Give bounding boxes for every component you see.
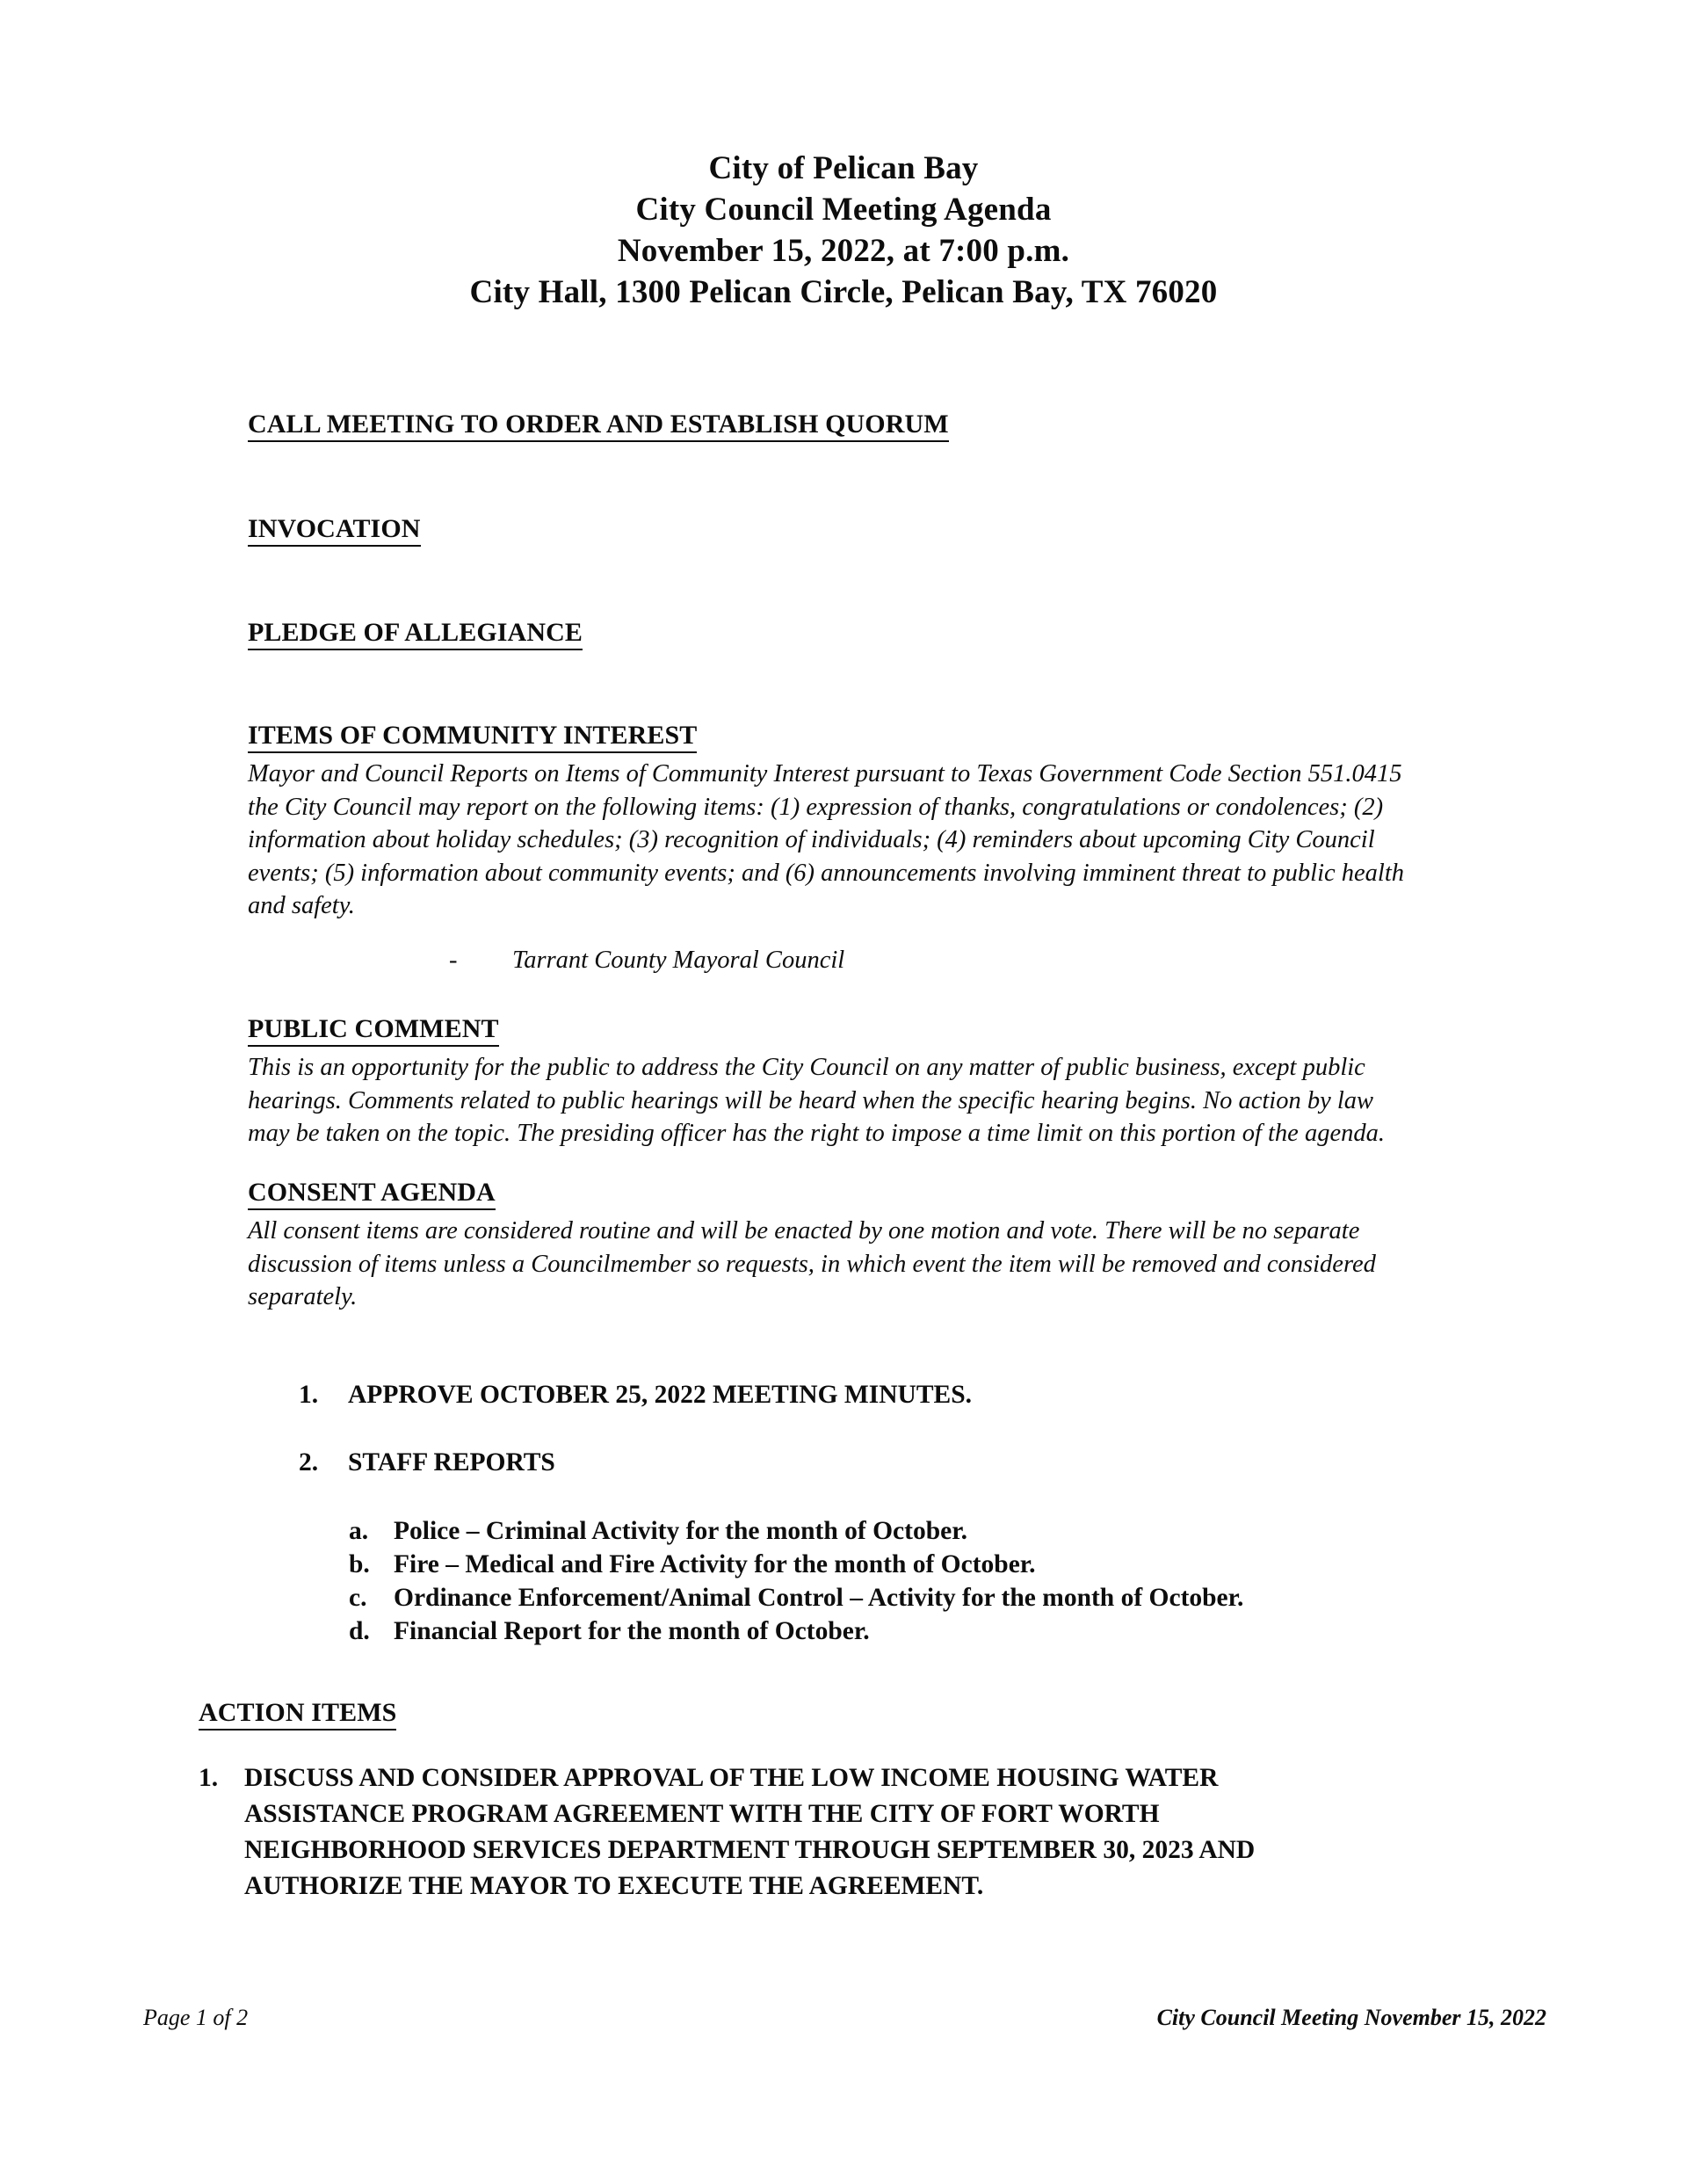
consent-item-2-marker: 2. [299, 1448, 319, 1477]
heading-action-items-label: ACTION ITEMS [199, 1698, 396, 1731]
consent-item-2-label: STAFF REPORTS [348, 1448, 555, 1477]
consent-agenda-line-2: discussion of items unless a Councilmember so requests, in which event the item will be removed and considered [248, 1250, 1376, 1278]
document-title-block [0, 148, 1687, 313]
dash-bullet-icon: - [449, 947, 458, 974]
community-interest-line-4: events; (5) information about community events; and (6) announcements involving imminent threat to public health [248, 859, 1404, 887]
action-item-1[interactable] [199, 1760, 1492, 1905]
consent-item-1-label: APPROVE OCTOBER 25, 2022 MEETING MINUTES. [348, 1381, 972, 1409]
heading-community-interest-label: ITEMS OF COMMUNITY INTEREST [248, 721, 697, 753]
staff-report-item-d-marker: d. [349, 1617, 370, 1645]
heading-public-comment [248, 1014, 499, 1047]
staff-report-item-d-label: Financial Report for the month of October. [394, 1617, 870, 1645]
heading-invocation [248, 514, 421, 547]
paragraph-consent-agenda [248, 1215, 1526, 1314]
staff-report-item-d[interactable] [349, 1614, 870, 1648]
page-footer [0, 2005, 1687, 2040]
consent-agenda-line-3: separately. [248, 1283, 358, 1310]
action-item-1-body [244, 1760, 1492, 1905]
title-line-city: City of Pelican Bay [708, 150, 979, 186]
action-item-1-line-1: DISCUSS AND CONSIDER APPROVAL OF THE LOW INCOME HOUSING WATER [244, 1764, 1219, 1792]
heading-consent-agenda [248, 1178, 496, 1210]
staff-report-item-c-marker: c. [349, 1584, 367, 1612]
heading-call-to-order [248, 410, 949, 442]
action-item-1-line-2: ASSISTANCE PROGRAM AGREEMENT WITH THE CITY OF FORT WORTH [244, 1800, 1160, 1828]
staff-report-item-a[interactable] [349, 1514, 967, 1548]
community-interest-line-1: Mayor and Council Reports on Items of Community Interest pursuant to Texas Government Code Section 551.0415 [248, 760, 1402, 787]
staff-report-item-a-label: Police – Criminal Activity for the month of October. [394, 1517, 967, 1545]
heading-community-interest [248, 721, 697, 753]
heading-pledge [248, 618, 583, 650]
consent-agenda-line-1: All consent items are considered routine and will be enacted by one motion and vote. There will be no separate [248, 1217, 1360, 1244]
title-line-meeting: City Council Meeting Agenda [635, 192, 1052, 228]
title-line-location: City Hall, 1300 Pelican Circle, Pelican Bay, TX 76020 [469, 274, 1218, 310]
heading-consent-agenda-label: CONSENT AGENDA [248, 1178, 496, 1210]
staff-report-item-c-label: Ordinance Enforcement/Animal Control – Activity for the month of October. [394, 1584, 1244, 1612]
staff-report-item-b-label: Fire – Medical and Fire Activity for the month of October. [394, 1550, 1036, 1578]
community-interest-line-5: and safety. [248, 892, 355, 919]
community-interest-line-2: the City Council may report on the following items: (1) expression of thanks, congratulations or condolences; (2) [248, 793, 1384, 821]
public-comment-line-1: This is an opportunity for the public to address the City Council on any matter of public business, except public [248, 1054, 1365, 1081]
action-item-1-line-4: AUTHORIZE THE MAYOR TO EXECUTE THE AGREEMENT. [244, 1872, 984, 1900]
title-line-datetime: November 15, 2022, at 7:00 p.m. [617, 233, 1070, 269]
action-item-1-line-3: NEIGHBORHOOD SERVICES DEPARTMENT THROUGH SEPTEMBER 30, 2023 AND [244, 1836, 1256, 1864]
staff-report-item-a-marker: a. [349, 1517, 369, 1545]
paragraph-community-interest [248, 758, 1526, 923]
staff-report-item-b[interactable] [349, 1548, 1036, 1581]
heading-pledge-label: PLEDGE OF ALLEGIANCE [248, 618, 583, 650]
consent-item-1-marker: 1. [299, 1381, 319, 1409]
heading-call-to-order-label: CALL MEETING TO ORDER AND ESTABLISH QUORUM [248, 410, 949, 442]
consent-item-1[interactable] [299, 1378, 972, 1411]
public-comment-line-2: hearings. Comments related to public hearings will be heard when the specific hearing begins. No action by law [248, 1086, 1374, 1114]
community-interest-line-3: information about holiday schedules; (3) recognition of individuals; (4) reminders about upcoming City Council [248, 826, 1375, 853]
paragraph-public-comment [248, 1051, 1526, 1150]
footer-page-number: Page 1 of 2 [143, 2005, 249, 2030]
consent-item-2[interactable] [299, 1446, 555, 1479]
staff-report-item-b-marker: b. [349, 1550, 370, 1578]
list-item-tarrant-county [449, 944, 844, 977]
action-item-1-marker: 1. [199, 1764, 219, 1792]
footer-meeting-label: City Council Meeting November 15, 2022 [1156, 2005, 1546, 2030]
list-item-tarrant-county-label: Tarrant County Mayoral Council [512, 947, 845, 974]
heading-public-comment-label: PUBLIC COMMENT [248, 1014, 499, 1047]
heading-action-items [199, 1698, 396, 1731]
public-comment-line-3: may be taken on the topic. The presiding officer has the right to impose a time limit on this portion of the agenda. [248, 1120, 1385, 1147]
heading-invocation-label: INVOCATION [248, 514, 421, 547]
staff-report-item-c[interactable] [349, 1581, 1243, 1614]
